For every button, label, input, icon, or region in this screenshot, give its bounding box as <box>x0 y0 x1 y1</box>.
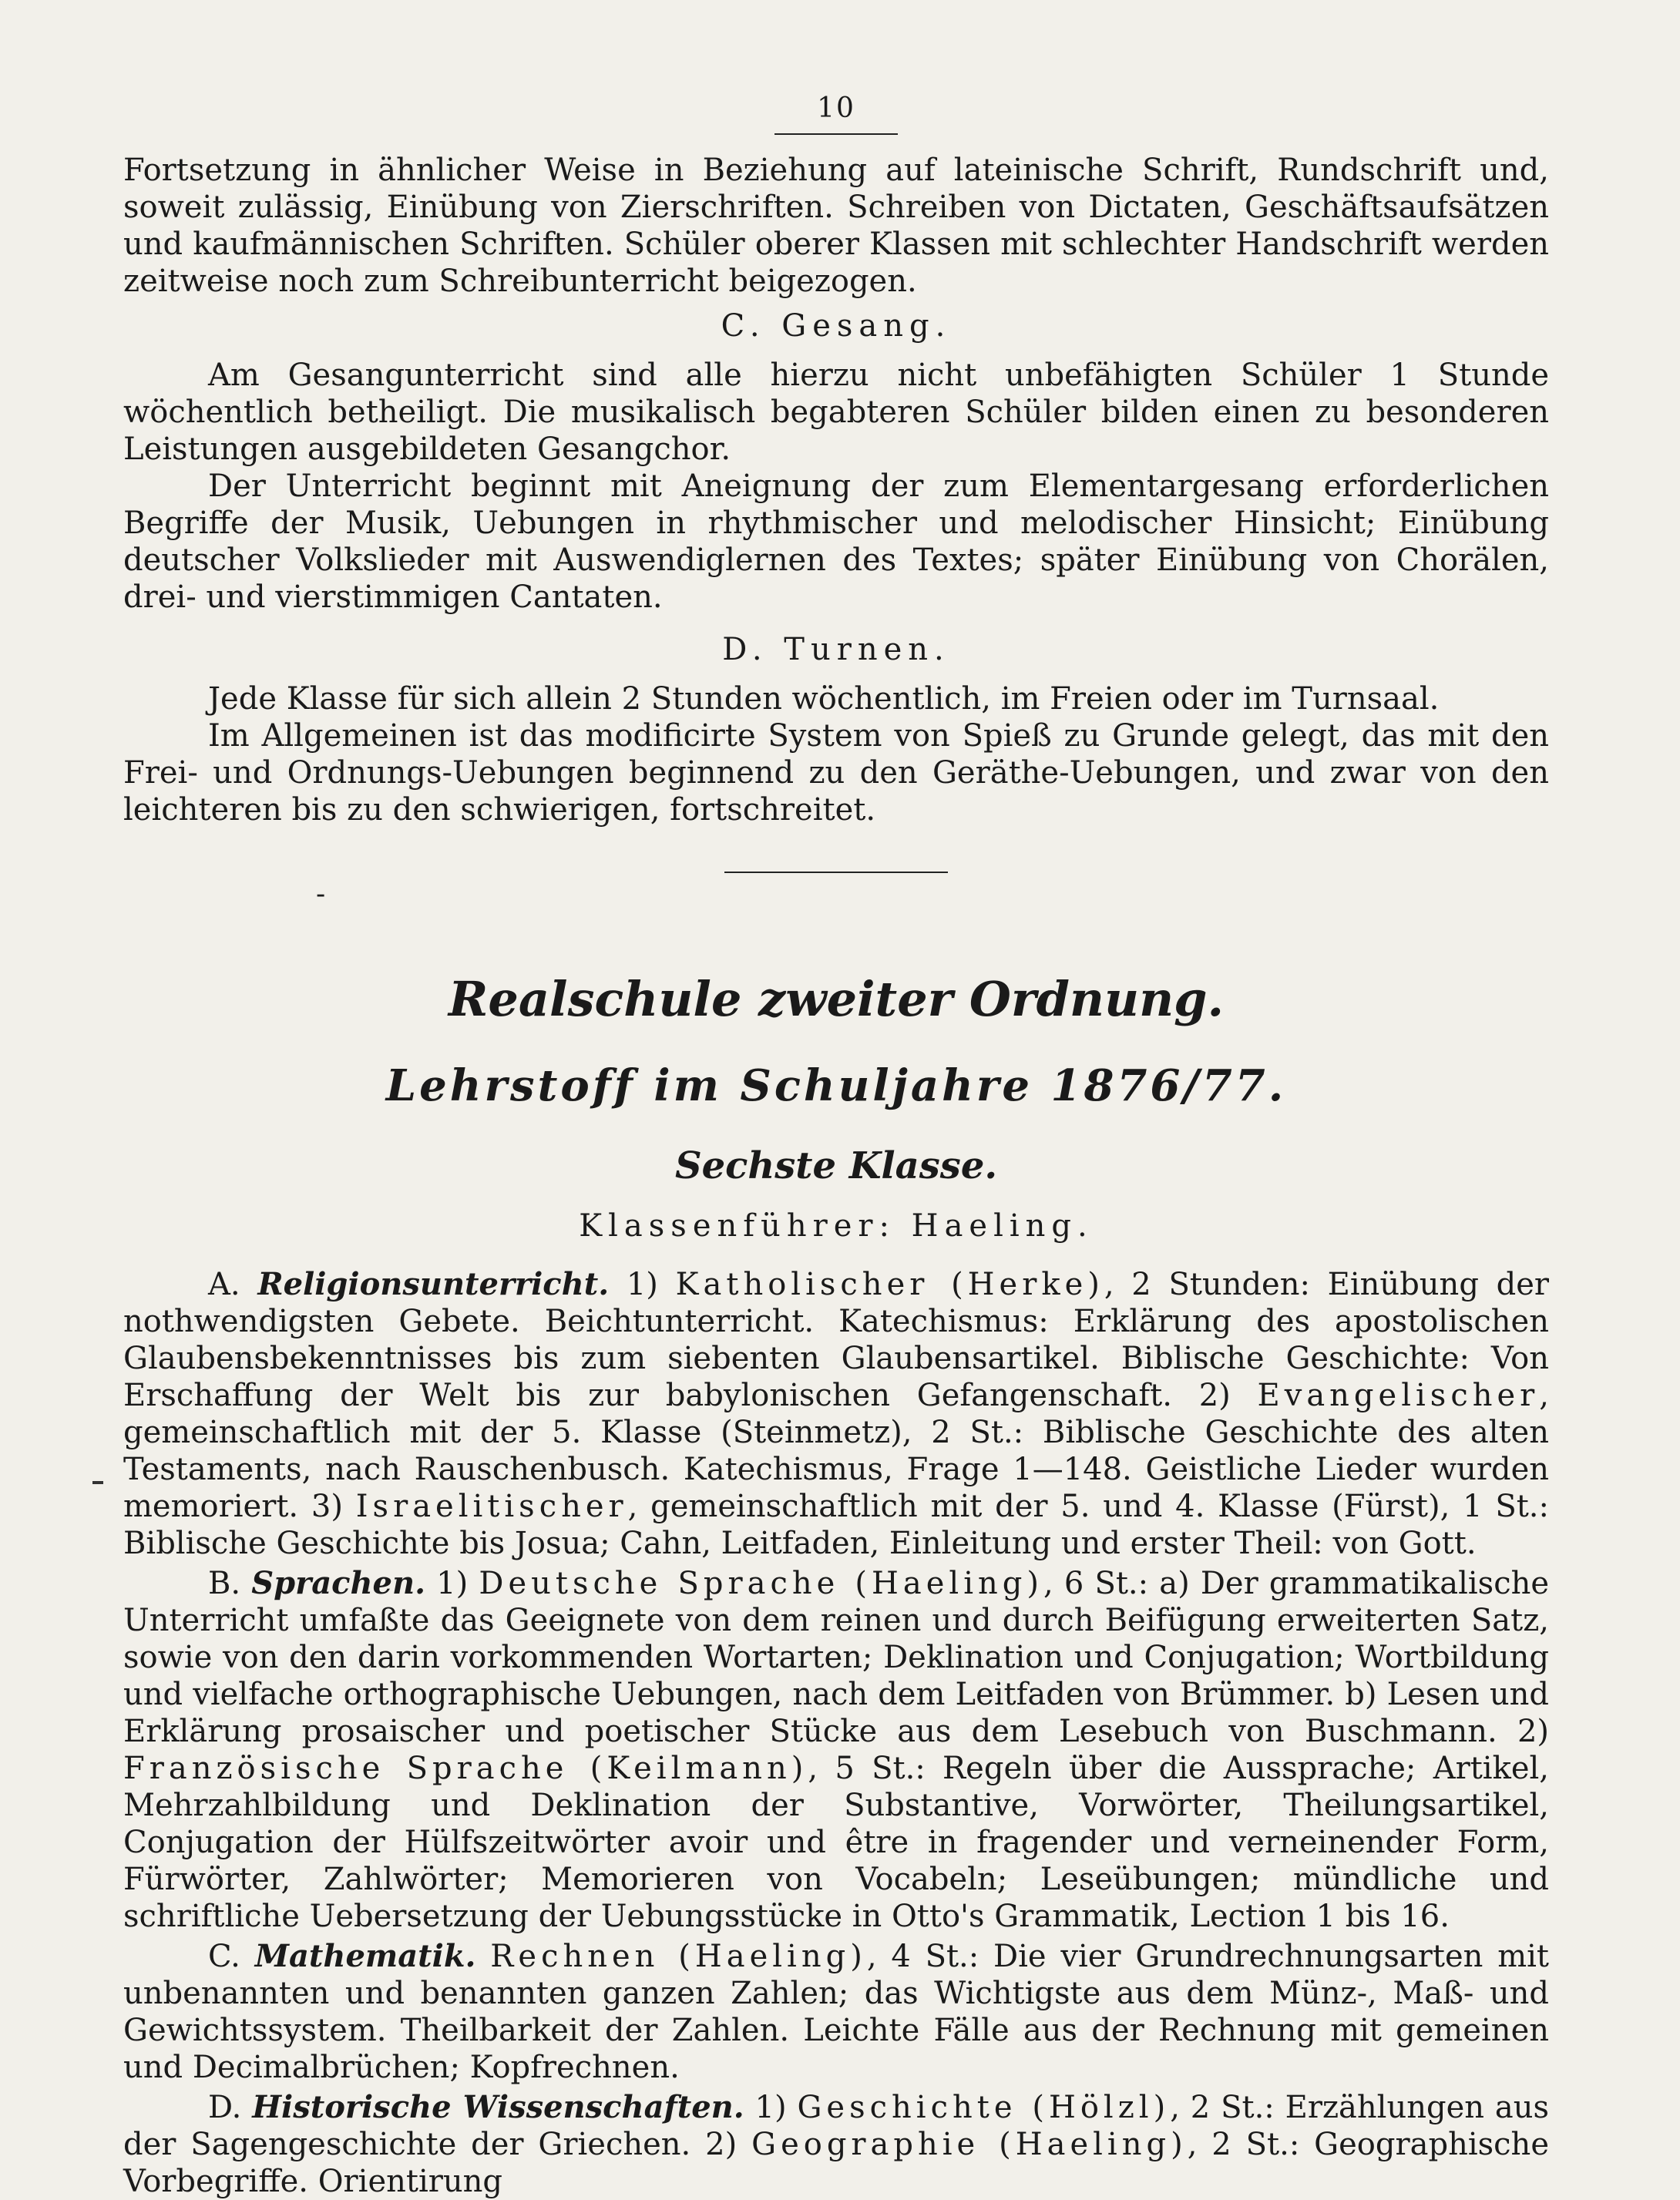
gym-paragraph-2: Im Allgemeinen ist das modificirte System von Spieß zu Grunde gelegt, das mit den Frei- und Ordnungs-Uebungen beginnend zu den Geräthe-Uebungen, und zwar von den leichteren bis zu den schwierigen, fortschreitet. <box>123 718 1549 828</box>
religion-subject: Religionsunterricht. <box>257 1266 610 1302</box>
religion-section <box>123 1266 1549 1562</box>
singing-heading: C. Gesang. <box>721 308 952 344</box>
page-number: 10 <box>817 92 855 124</box>
math-arithmetic-text: , 4 St.: Die vier Grundrechnungsarten mit unbenannten und benannten ganzen Zahlen; das Wichtigste aus dem Münz-, Maß- und Gewichtssystem. Theilbarkeit der Zahlen. Leichte Fälle aus der Rechnung mit gemeinen und Decimalbrüchen; Kopfrechnen. <box>123 1939 1550 2085</box>
class-title: Sechste Klasse. <box>674 1144 998 1187</box>
religion-catholic-text: , 2 Stunden: Einübung der nothwendigsten Gebete. Beichtunterricht. Katechismus: Erklärung des apostolischen Glaubensbekenntnisses bis zum siebenten Glaubensartikel. Biblische Geschichte: Von Erschaffung der Welt bis zur babylonischen Gefangenschaft. 2) <box>123 1267 1550 1413</box>
history-intro: 1) <box>754 2090 787 2125</box>
religion-label: A. <box>208 1267 240 1302</box>
languages-french-name: Französische Sprache (Keilmann) <box>123 1751 808 1786</box>
languages-label: B. <box>208 1566 241 1601</box>
document-page <box>123 92 1549 2200</box>
languages-german-name: Deutsche Sprache (Haeling) <box>479 1566 1043 1601</box>
singing-paragraph-2: Der Unterricht beginnt mit Aneignung der zum Elementargesang erforderlichen Begriffe der Musik, Uebungen in rhythmischer und melodischer Hinsicht; Einübung deutscher Volkslieder mit Auswendiglernen des Textes; später Einübung von Chorälen, drei- und vierstimmigen Cantaten. <box>123 469 1549 615</box>
math-subject: Mathematik. <box>254 1938 476 1974</box>
singing-paragraph-1: Am Gesangunterricht sind alle hierzu nicht unbefähigten Schüler 1 Stunde wöchentlich betheiligt. Die musikalisch begabteren Schüler bilden einen zu besonderen Leistungen ausgebildeten Gesangchor. <box>123 358 1549 467</box>
math-arithmetic-name: Rechnen (Haeling) <box>490 1939 867 1974</box>
religion-evangelical-text: , gemeinschaftlich mit der 5. Klasse (Steinmetz), 2 St.: Biblische Geschichte des alten Testaments, nach Rauschenbusch. Katechismus, Frage 1—148. Geistliche Lieder wurden memoriert. 3) <box>123 1378 1549 1524</box>
page-number-rule <box>774 133 898 135</box>
dash-mark: - <box>316 878 326 910</box>
religion-israelite-name: Israelitischer <box>355 1489 628 1524</box>
gym-heading: D. Turnen. <box>722 632 950 667</box>
religion-evangelical-name: Evangelischer <box>1257 1378 1540 1413</box>
math-label: C. <box>208 1939 240 1974</box>
history-label: D. <box>208 2090 242 2125</box>
section-divider <box>724 872 948 873</box>
history-history-text: , 2 St.: Erzählungen aus der Sagengeschichte der Griechen. 2) <box>123 2090 1550 2162</box>
languages-french-text: , 5 St.: Regeln über die Aussprache; Artikel, Mehrzahlbildung und Deklination der Substantive, Vorwörter, Theilungsartikel, Conjugation der Hülfszeitwörter avoir und être in fragender und verneinender Form, Fürwörter, Zahlwörter; Memorieren von Vocabeln; Leseübungen; mündliche und schriftliche Uebersetzung der Uebungsstücke in Otto's Grammatik, Lection 1 bis 16. <box>123 1751 1549 1934</box>
history-history-name: Geschichte (Hölzl) <box>797 2090 1171 2125</box>
languages-intro: 1) <box>436 1566 469 1601</box>
margin-tick-mark <box>92 1481 103 1484</box>
class-leader: Klassenführer: Haeling. <box>579 1208 1094 1244</box>
religion-intro: 1) <box>626 1267 658 1302</box>
languages-section <box>123 1565 1549 1935</box>
year-title: Lehrstoff im Schuljahre 1876/77. <box>385 1060 1287 1111</box>
languages-subject: Sprachen. <box>251 1565 426 1601</box>
languages-german-text: , 6 St.: a) Der grammatikalische Unterricht umfaßte das Geeignete von dem reinen und durch Beifügung erweiterten Satz, sowie von den darin vorkommenden Wortarten; Deklination und Conjugation; Wortbildung und vielfache orthographische Uebungen, nach dem Leitfaden von Brümmer. b) Lesen und Erklärung prosaischer und poetischer Stücke aus dem Lesebuch von Buschmann. 2) <box>123 1566 1550 1749</box>
history-geography-name: Geographie (Haeling) <box>751 2127 1188 2162</box>
school-title: Realschule zweiter Ordnung. <box>448 971 1225 1027</box>
religion-israelite-text: , gemeinschaftlich mit der 5. und 4. Klasse (Fürst), 1 St.: Biblische Geschichte bis Josua; Cahn, Leitfaden, Einleitung und erster Theil: von Gott. <box>123 1489 1549 1561</box>
history-geography-text: , 2 St.: Geographische Vorbegriffe. Orientirung <box>123 2127 1549 2199</box>
religion-catholic-name: Katholischer (Herke) <box>675 1267 1104 1302</box>
writing-continuation-paragraph: Fortsetzung in ähnlicher Weise in Beziehung auf lateinische Schrift, Rundschrift und, soweit zulässig, Einübung von Zierschriften. Schreiben von Dictaten, Geschäftsaufsätzen und kaufmännischen Schriften. Schüler oberer Klassen mit schlechter Handschrift werden zeitweise noch zum Schreibunterricht beigezogen. <box>123 153 1549 299</box>
math-section <box>123 1938 1549 2086</box>
gym-paragraph-1: Jede Klasse für sich allein 2 Stunden wöchentlich, im Freien oder im Turnsaal. <box>208 681 1440 717</box>
history-subject: Historische Wissenschaften. <box>252 2089 744 2125</box>
history-section <box>123 2089 1549 2200</box>
